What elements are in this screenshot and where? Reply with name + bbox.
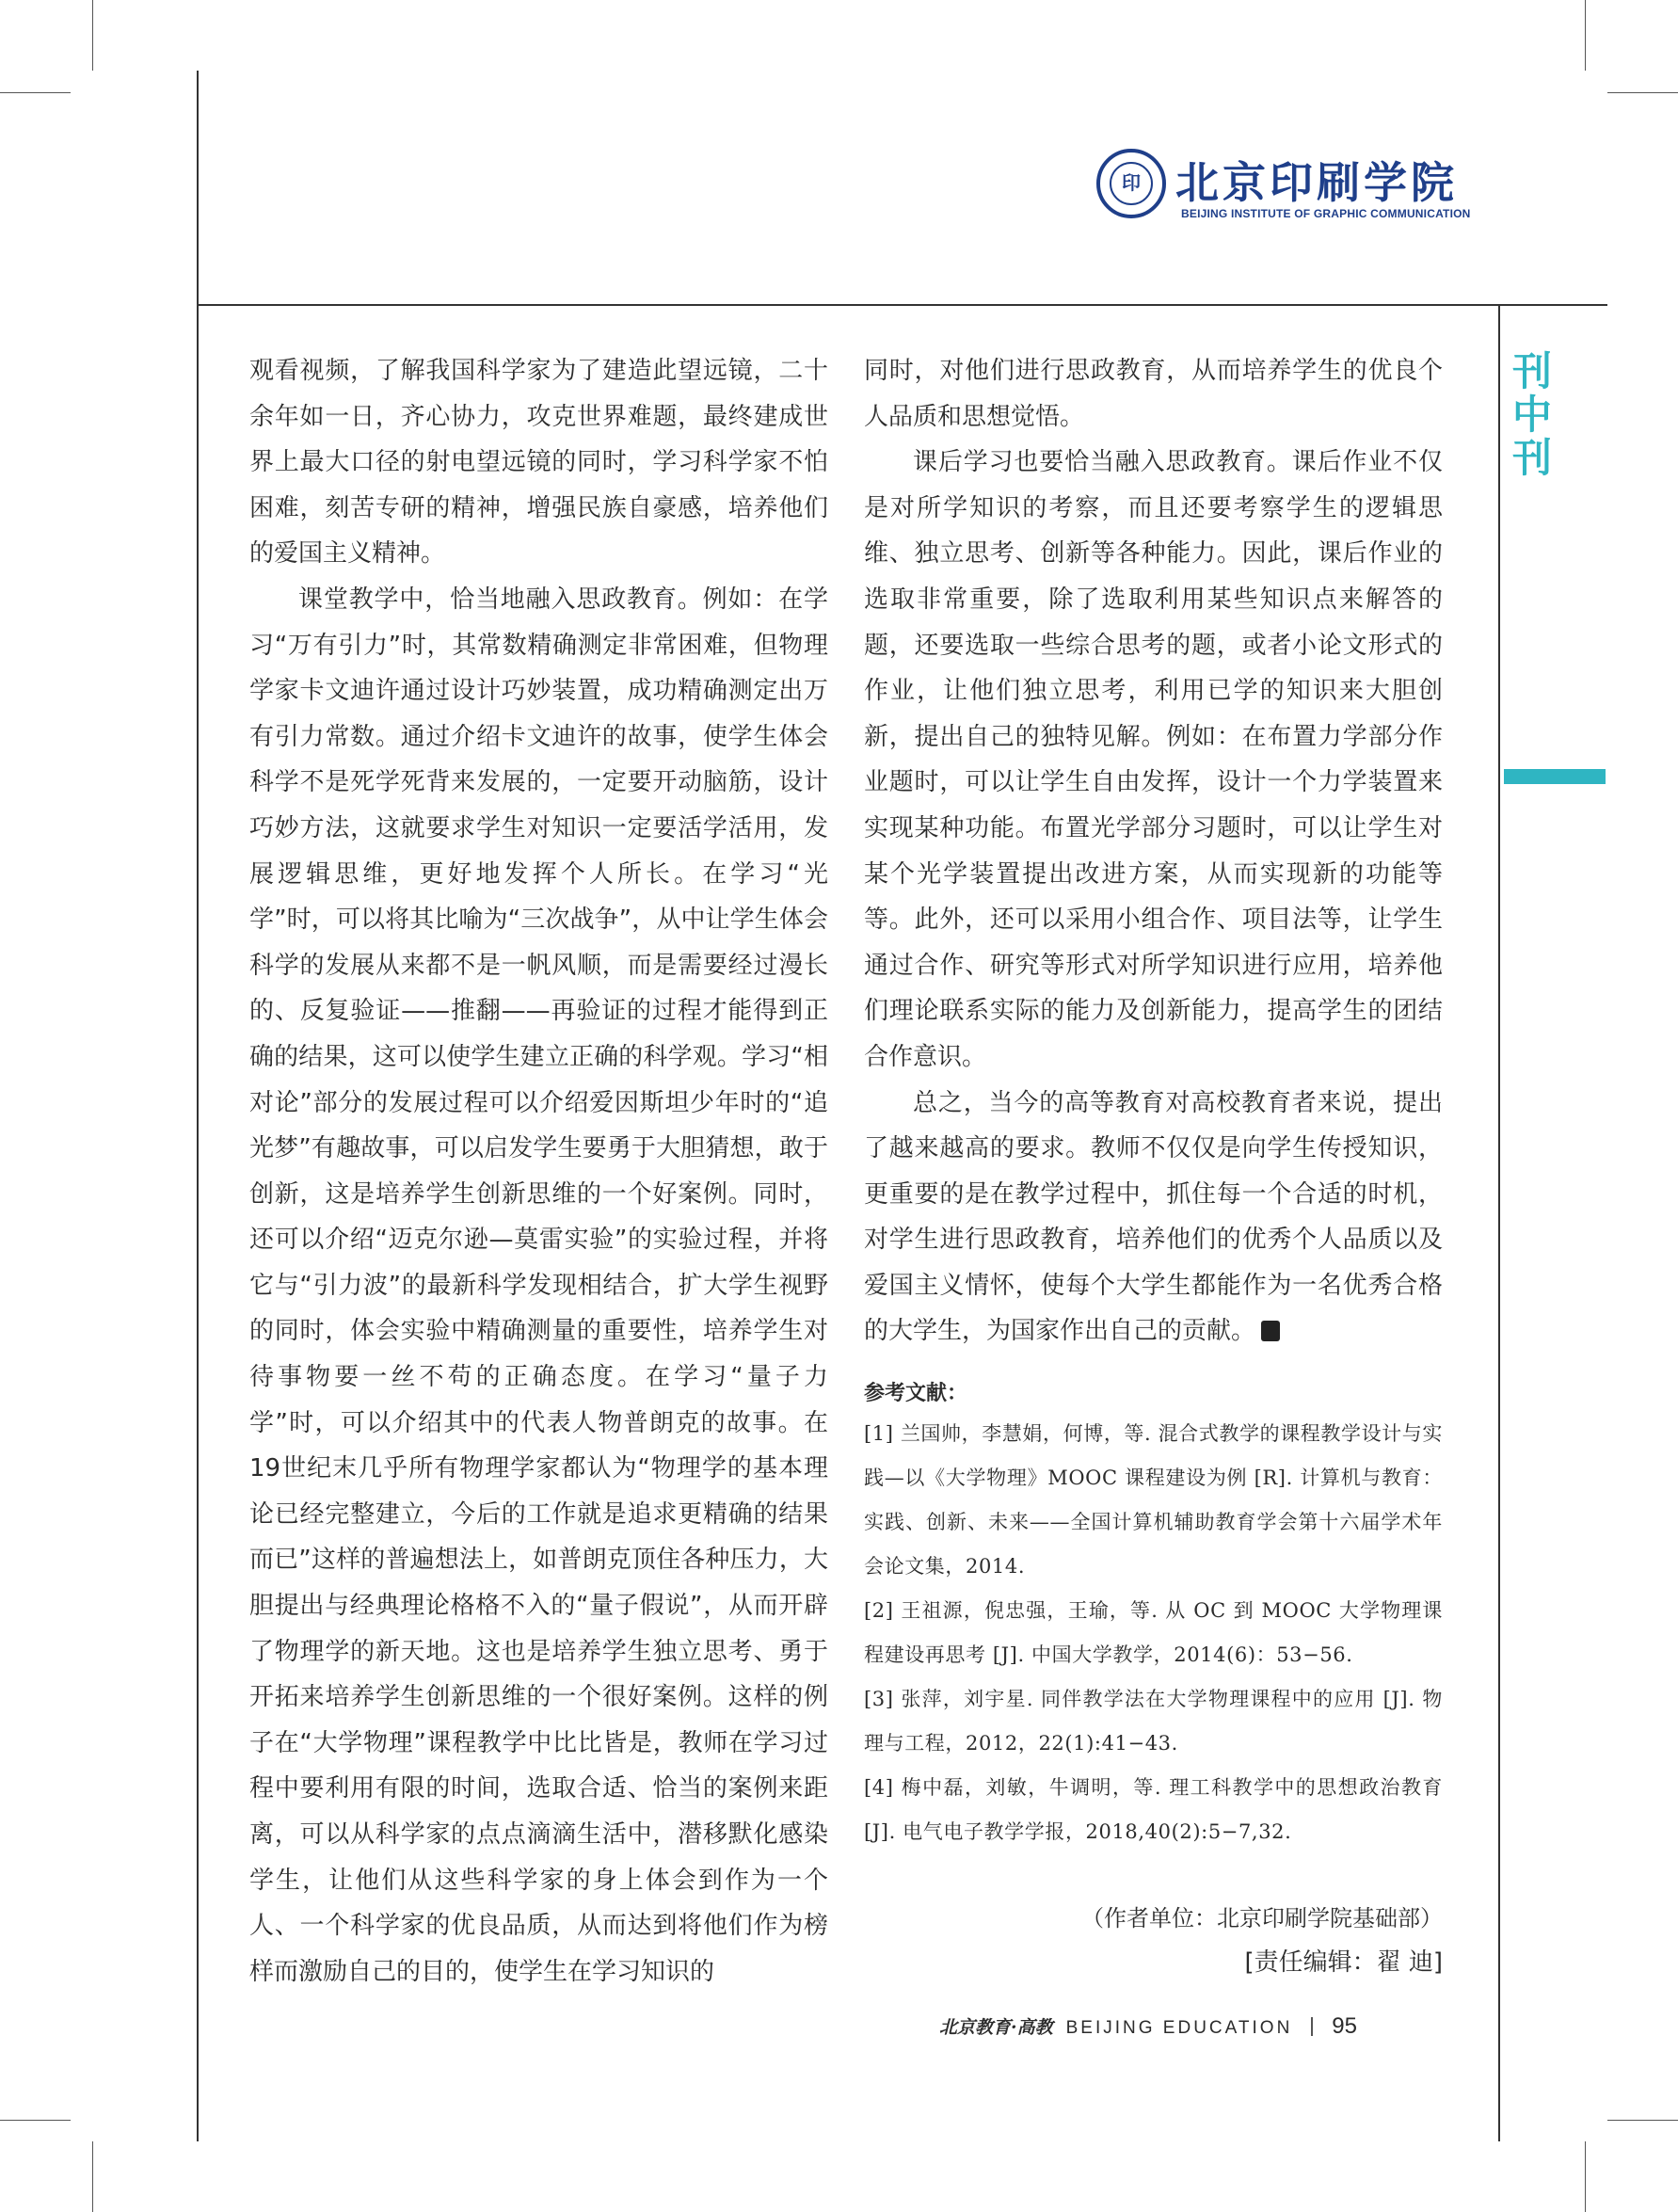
logo-name-en: BEIJING INSTITUTE OF GRAPHIC COMMUNICATION — [1181, 207, 1471, 220]
crop-mark — [1607, 2120, 1678, 2121]
header-rule — [197, 304, 1607, 306]
left-column — [249, 348, 828, 1995]
reference-item: [2] 王祖源，倪忠强，王瑜，等. 从 OC 到 MOOC 大学物理课程建设再思考 [J]. 中国大学教学，2014(6)：53−56. — [864, 1599, 1443, 1667]
footer-brand-en: BEIJING EDUCATION — [1065, 2018, 1293, 2038]
side-tab-char: 刊 — [1511, 348, 1552, 394]
page-number: 95 — [1332, 2013, 1357, 2039]
responsible-editor: [责任编辑：翟 迪] — [1244, 1948, 1443, 1978]
side-tab-char: 刊 — [1511, 435, 1552, 481]
crop-mark — [0, 2120, 71, 2121]
crop-mark — [0, 92, 71, 93]
reference-item: [3] 张萍，刘宇星. 同伴教学法在大学物理课程中的应用 [J]. 物理与工程，2012，22(1):41−43. — [864, 1688, 1443, 1755]
crop-mark — [92, 2141, 93, 2212]
crop-mark — [92, 0, 93, 71]
crop-mark — [1585, 0, 1586, 71]
body-paragraph: 课后学习也要恰当融入思政教育。课后作业不仅是对所学知识的考察，而且还要考察学生的逻辑思维、独立思考、创新等各种能力。因此，课后作业的选取非常重要，除了选取利用某些知识点来解答的题，还要选取一些综合思考的题，或者小论文形式的作业，让他们独立思考，利用已学的知识来大胆创新，提出自己的独特见解。例如：在布置力学部分作业题时，可以让学生自由发挥，设计一个力学装置来实现某种功能。布置光学部分习题时，可以让学生对某个光学装置提出改进方案，从而实现新的功能等等。此外，还可以采用小组合作、项目法等，让学生通过合作、研究等形式对所学知识进行应用，培养他们理论联系实际的能力及创新能力，提高学生的团结合作意识。 — [864, 448, 1443, 1071]
end-of-article-icon — [1261, 1321, 1280, 1341]
closing-text: 总之，当今的高等教育对高校教育者来说，提出了越来越高的要求。教师不仅仅是向学生传授知识，更重要的是在教学过程中，抓住每一个合适的时机，对学生进行思政教育，培养他们的优秀个人品质以及爱国主义情怀，使每个大学生都能作为一名优秀合格的大学生，为国家作出自己的贡献。 — [864, 1088, 1443, 1346]
logo-name-cn: 北京印刷学院 — [1175, 157, 1458, 208]
seal-icon: 印 — [1096, 149, 1166, 218]
crop-mark — [1607, 92, 1678, 93]
author-unit: （作者单位：北京印刷学院基础部） — [1081, 1905, 1443, 1932]
reference-item: [1] 兰国帅，李慧娟，何博，等. 混合式教学的课程教学设计与实践—以《大学物理》MOOC 课程建设为例 [R]. 计算机与教育：实践、创新、未来——全国计算机辅助教育学会第十六届学术年会论文集，2014. — [864, 1422, 1443, 1579]
footer-brand-cn: 北京教育·高教 — [939, 2017, 1053, 2038]
body-paragraph: 课堂教学中，恰当地融入思政教育。例如：在学习“万有引力”时，其常数精确测定非常困难，但物理学家卡文迪许通过设计巧妙装置，成功精确测定出万有引力常数。通过介绍卡文迪许的故事，使学生体会科学不是死学死背来发展的，一定要开动脑筋，设计巧妙方法，这就要求学生对知识一定要活学活用，发展逻辑思维，更好地发挥个人所长。在学习“光学”时，可以将其比喻为“三次战争”，从中让学生体会科学的发展从来都不是一帆风顺，而是需要经过漫长的、反复验证——推翻——再验证的过程才能得到正确的结果，这可以使学生建立正确的科学观。学习“相对论”部分的发展过程可以介绍爱因斯坦少年时的“追光梦”有趣故事，可以启发学生要勇于大胆猜想，敢于创新，这是培养学生创新思维的一个好案例。同时，还可以介绍“迈克尔逊—莫雷实验”的实验过程，并将它与“引力波”的最新科学发现相结合，扩大学生视野的同时，体会实验中精确测量的重要性，培养学生对待事物要一丝不苟的正确态度。在学习“量子力学”时，可以介绍其中的代表人物普朗克的故事。在19世纪末几乎所有物理学家都认为“物理学的基本理论已经完整建立，今后的工作就是追求更精确的结果而已”这样的普遍想法上，如普朗克顶住各种压力，大胆提出与经典理论格格不入的“量子假说”，从而开辟了物理学的新天地。这也是培养学生独立思考、勇于开拓来培养学生创新思维的一个很好案例。这样的例子在“大学物理”课程教学中比比皆是，教师在学习过程中要利用有限的时间，选取合适、恰当的案例来距离，可以从科学家的点点滴滴生活中，潜移默化感染学生，让他们从这些科学家的身上体会到作为一个人、一个科学家的优良品质，从而达到将他们作为榜样而激励自己的目的，使学生在学习知识的 — [249, 585, 828, 1986]
left-border-rule — [197, 71, 199, 2141]
section-accent-bar — [1504, 769, 1606, 784]
right-column — [864, 348, 1443, 1986]
body-paragraph: 同时，对他们进行思政教育，从而培养学生的优良个人品质和思想觉悟。 — [864, 357, 1443, 431]
references-title: 参考文献： — [864, 1381, 968, 1406]
body-paragraph: 观看视频，了解我国科学家为了建造此望远镜，二十余年如一日，齐心协力，攻克世界难题，最终建成世界上最大口径的射电望远镜的同时，学习科学家不怕困难，刻苦专研的精神，增强民族自豪感，培养他们的爱国主义精神。 — [249, 357, 828, 569]
reference-item: [4] 梅中磊，刘敏，牛调明，等. 理工科教学中的思想政治教育 [J]. 电气电子教学学报，2018,40(2):5−7,32. — [864, 1776, 1443, 1844]
side-tab-char: 中 — [1511, 392, 1552, 438]
body-paragraph — [864, 1081, 1443, 1355]
institution-logo — [1096, 149, 1471, 224]
section-side-tab — [1510, 350, 1554, 480]
footer-divider — [1311, 2017, 1313, 2036]
page-footer — [939, 2008, 1447, 2045]
right-border-rule — [1498, 304, 1500, 2141]
crop-mark — [1585, 2141, 1586, 2212]
